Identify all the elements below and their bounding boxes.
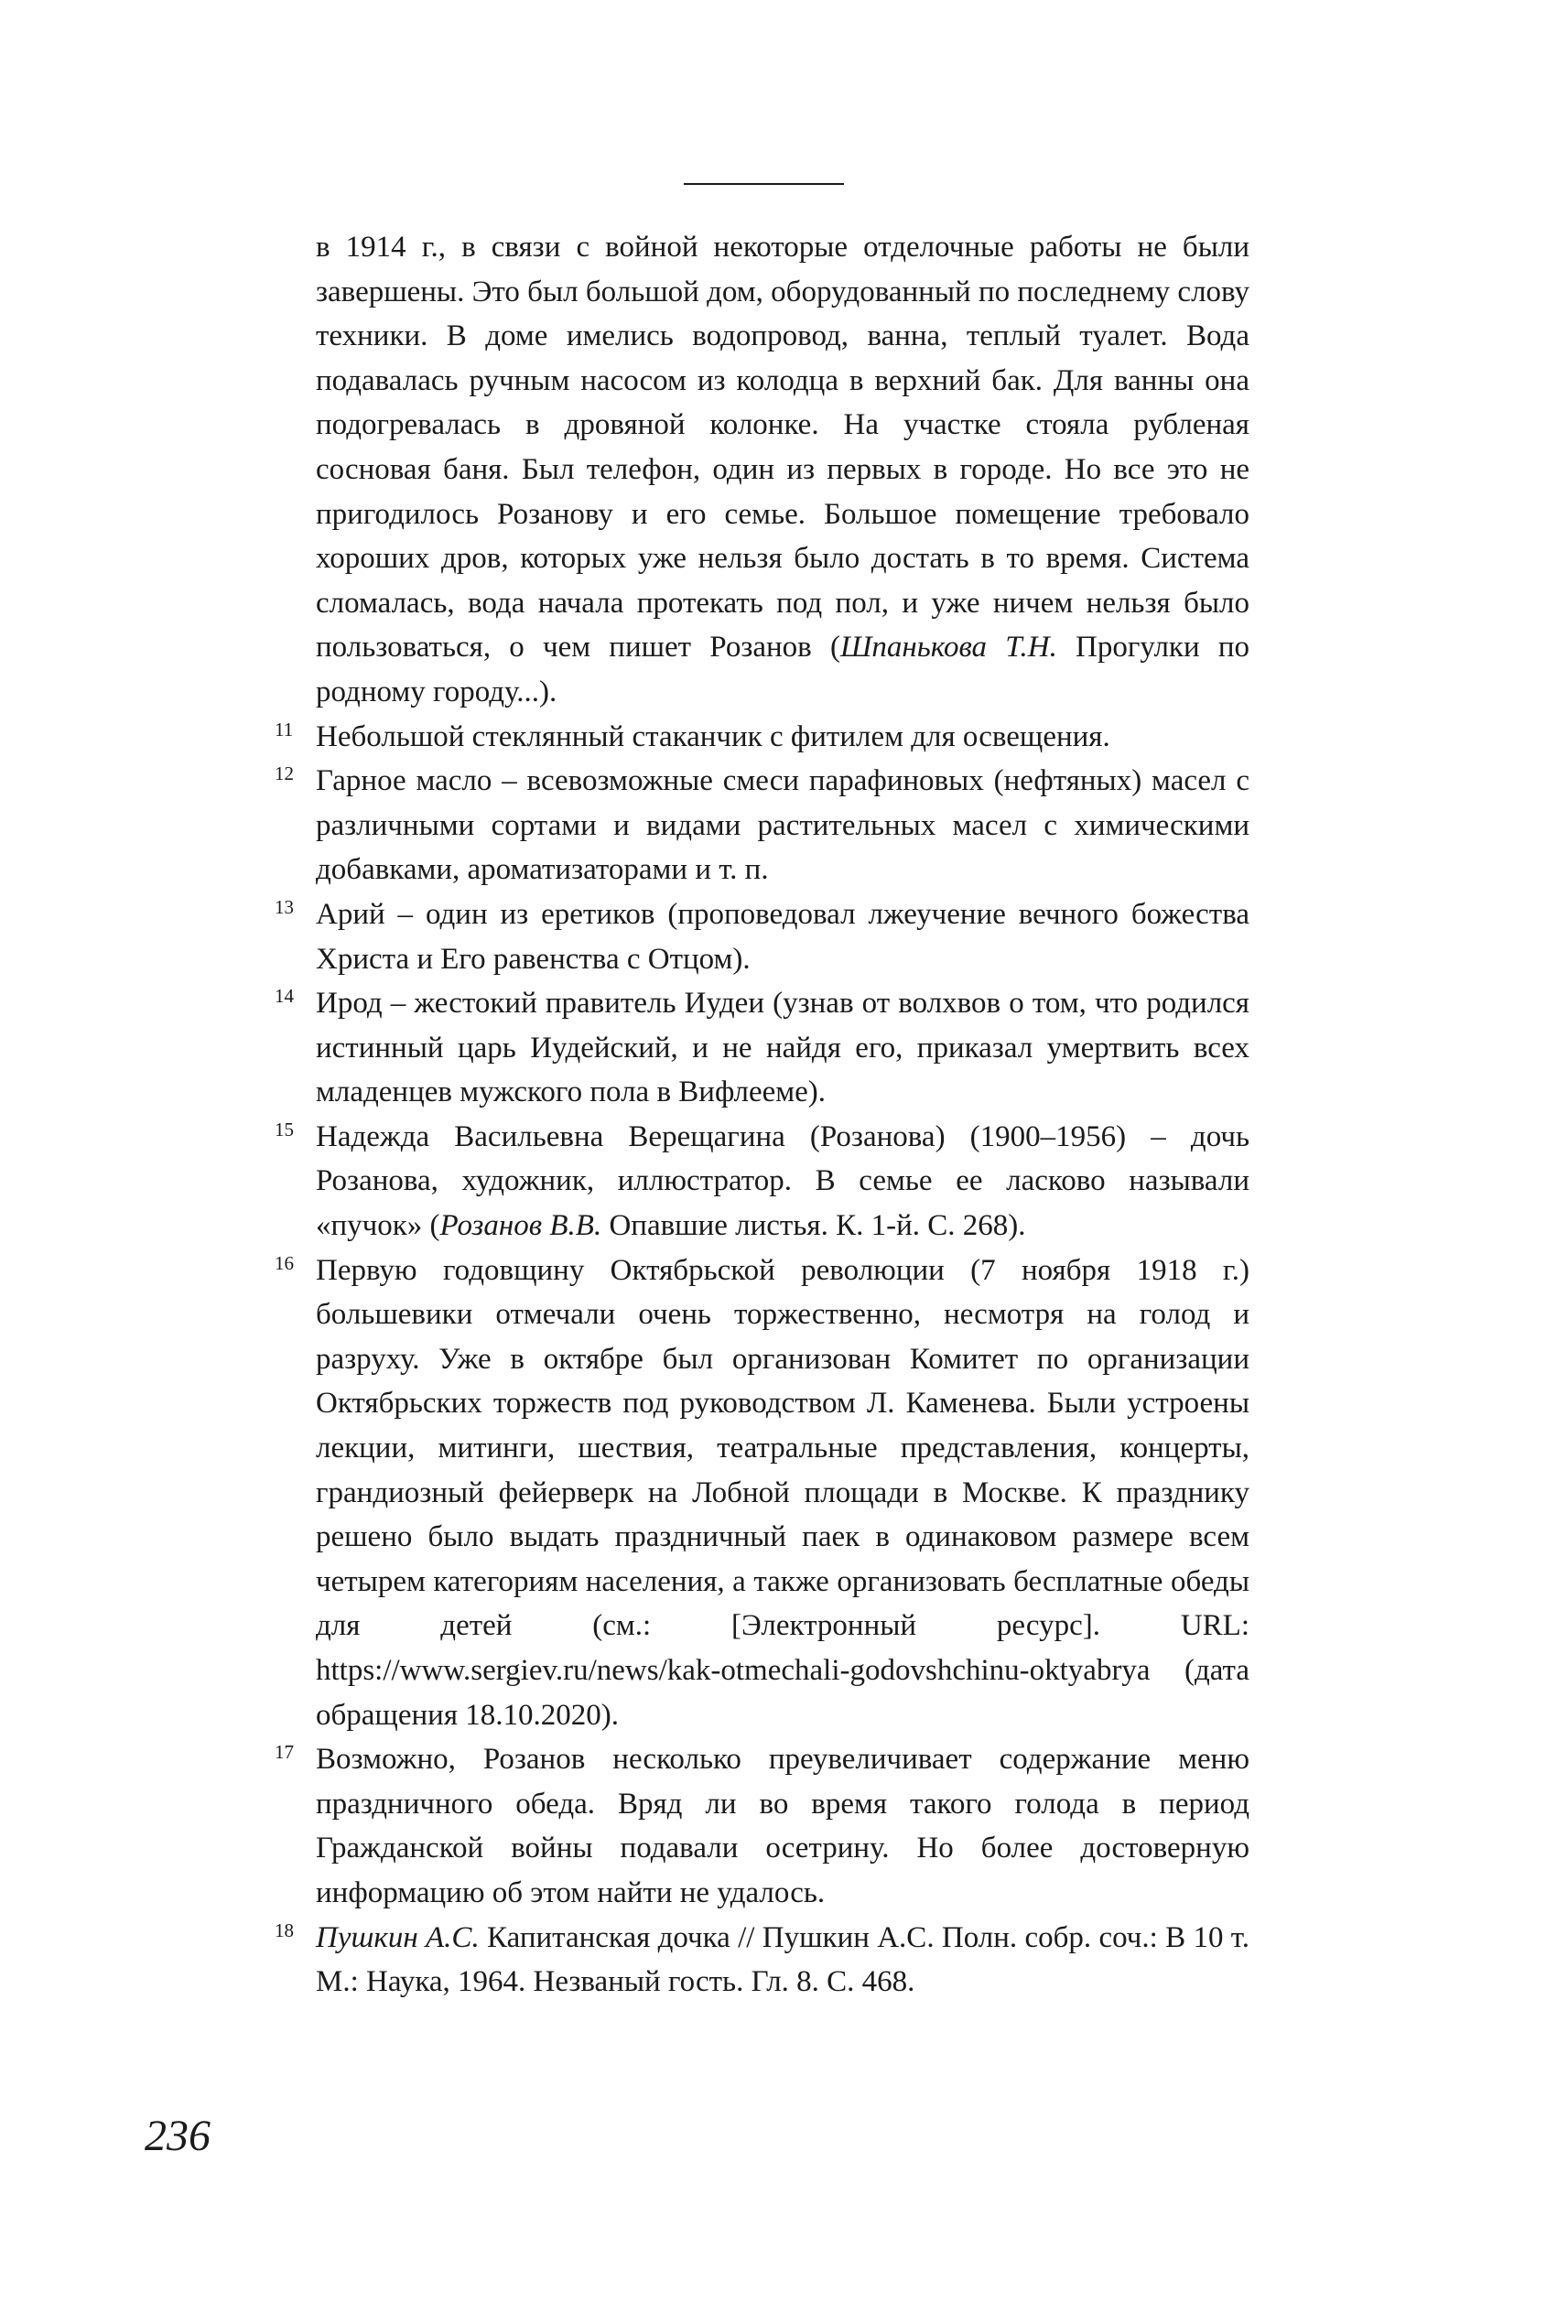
footnote-text bbox=[316, 720, 1110, 753]
footnote-text bbox=[316, 898, 1249, 976]
footnote-18 bbox=[275, 1916, 1250, 2005]
text-run: Ирод – жестокий правитель Иудеи (узнав от волхвов о том, что родился истинный царь Иудейский, и не найдя его, приказал умертвить всех младенцев мужского пола в Вифлееме). bbox=[316, 987, 1249, 1109]
page-number: 236 bbox=[145, 2112, 211, 2160]
footnote-continuation bbox=[316, 225, 1249, 715]
text-run: Небольшой стеклянный стаканчик с фитилем для освещения. bbox=[316, 719, 1110, 753]
text-run: Первую годовщину Октябрьской революции (7 ноября 1918 г.) большевики отмечали очень торжественно, несмотря на голод и разруху. Уже в октябре был организован Комитет по организации Октябрьских торжеств под руководством Л. Каменева. Были устроены лекции, митинги, шествия, театральные представления, концерты, грандиозный фейерверк на Лобной площади в Москве. К празднику решено было выдать праздничный паек в одинаковом размере всем четырем категориям населения, а также организовать бесплатные обеды для детей (см.: [Электронный ресурс]. URL: https://www.sergiev.ru/news/kak-otmechali-godovshchinu-oktyabrya (дата обращения 18.10.2020). bbox=[316, 1253, 1249, 1732]
text-run: Капитанская дочка // Пушкин А.С. Полн. собр. соч.: В 10 т. М.: Наука, 1964. Незваный гость. Гл. 8. С. 468. bbox=[316, 1920, 1250, 1999]
footnote-17 bbox=[275, 1737, 1249, 1915]
footnote-text bbox=[316, 1743, 1249, 1909]
footnote-text bbox=[316, 987, 1249, 1108]
footnote-12 bbox=[275, 759, 1249, 892]
footnote-number: 12 bbox=[275, 762, 294, 785]
text-run: Опавшие листья. К. 1-й. С. 268). bbox=[601, 1209, 1026, 1243]
footnote-13 bbox=[275, 892, 1249, 981]
footnote-number: 16 bbox=[275, 1251, 294, 1274]
footnote-number: 11 bbox=[275, 718, 294, 740]
footnote-14 bbox=[275, 981, 1249, 1115]
text-run: в 1914 г., в связи с войной некоторые отделочные работы не были завершены. Это был большой дом, оборудованный по последнему слову техники. В доме имелись водопровод, ванна, теплый туалет. Вода подавалась ручным насосом из колодца в верхний бак. Для ванны она подогревалась в дровяной колонке. На участке стояла рубленая сосновая баня. Был телефон, один из первых в городе. Но все это не пригодилось Розанову и его семье. Большое помещение требовало хороших дров, которых уже нельзя было достать в то время. Система сломалась, вода начала протекать под пол, и уже ничем нельзя было пользоваться, о чем пишет Розанов ( bbox=[316, 231, 1249, 665]
footnote-text bbox=[316, 1254, 1249, 1732]
footnote-number: 14 bbox=[275, 985, 294, 1008]
footnote-number: 18 bbox=[275, 1919, 294, 1941]
footnote-number: 15 bbox=[275, 1118, 294, 1140]
footnote-text bbox=[316, 1120, 1249, 1242]
text-run: Надежда Васильевна Верещагина (Розанова) (1900–1956) – дочь Розанова, художник, иллюстратор. В семье ее ласково называли «пучок» ( bbox=[316, 1119, 1249, 1243]
footnote-11 bbox=[275, 715, 1249, 760]
italic-reference: Шпанькова Т.Н. bbox=[839, 631, 1057, 665]
footnote-text bbox=[316, 1921, 1249, 1999]
footnote-16 bbox=[275, 1248, 1249, 1738]
footnote-text bbox=[316, 231, 1249, 708]
text-run: Гарное масло – всевозможные смеси парафиновых (нефтяных) масел с различными сортами и видами растительных масел с химическими добавками, ароматизаторами и т. п. bbox=[316, 764, 1249, 887]
footnote-text bbox=[316, 764, 1249, 886]
footnote-number: 13 bbox=[275, 895, 294, 918]
text-run: Возможно, Розанов несколько преувеличивает содержание меню праздничного обеда. Вряд ли во время такого голода в период Гражданской войны подавали осетрину. Но более достоверную информацию об этом найти не удалось. bbox=[316, 1743, 1249, 1909]
footnote-15 bbox=[275, 1115, 1249, 1248]
footnotes bbox=[275, 225, 1250, 2005]
italic-reference: Пушкин А.С. bbox=[316, 1920, 480, 1954]
footnote-number: 17 bbox=[275, 1741, 294, 1764]
italic-reference: Розанов В.В. bbox=[439, 1209, 602, 1243]
text-run: Арий – один из еретиков (проповедовал лжеучение вечного божества Христа и Его равенства с Отцом). bbox=[316, 897, 1249, 976]
text-run: Прогулки по родному городу...). bbox=[316, 631, 1249, 708]
header-rule bbox=[684, 183, 844, 185]
